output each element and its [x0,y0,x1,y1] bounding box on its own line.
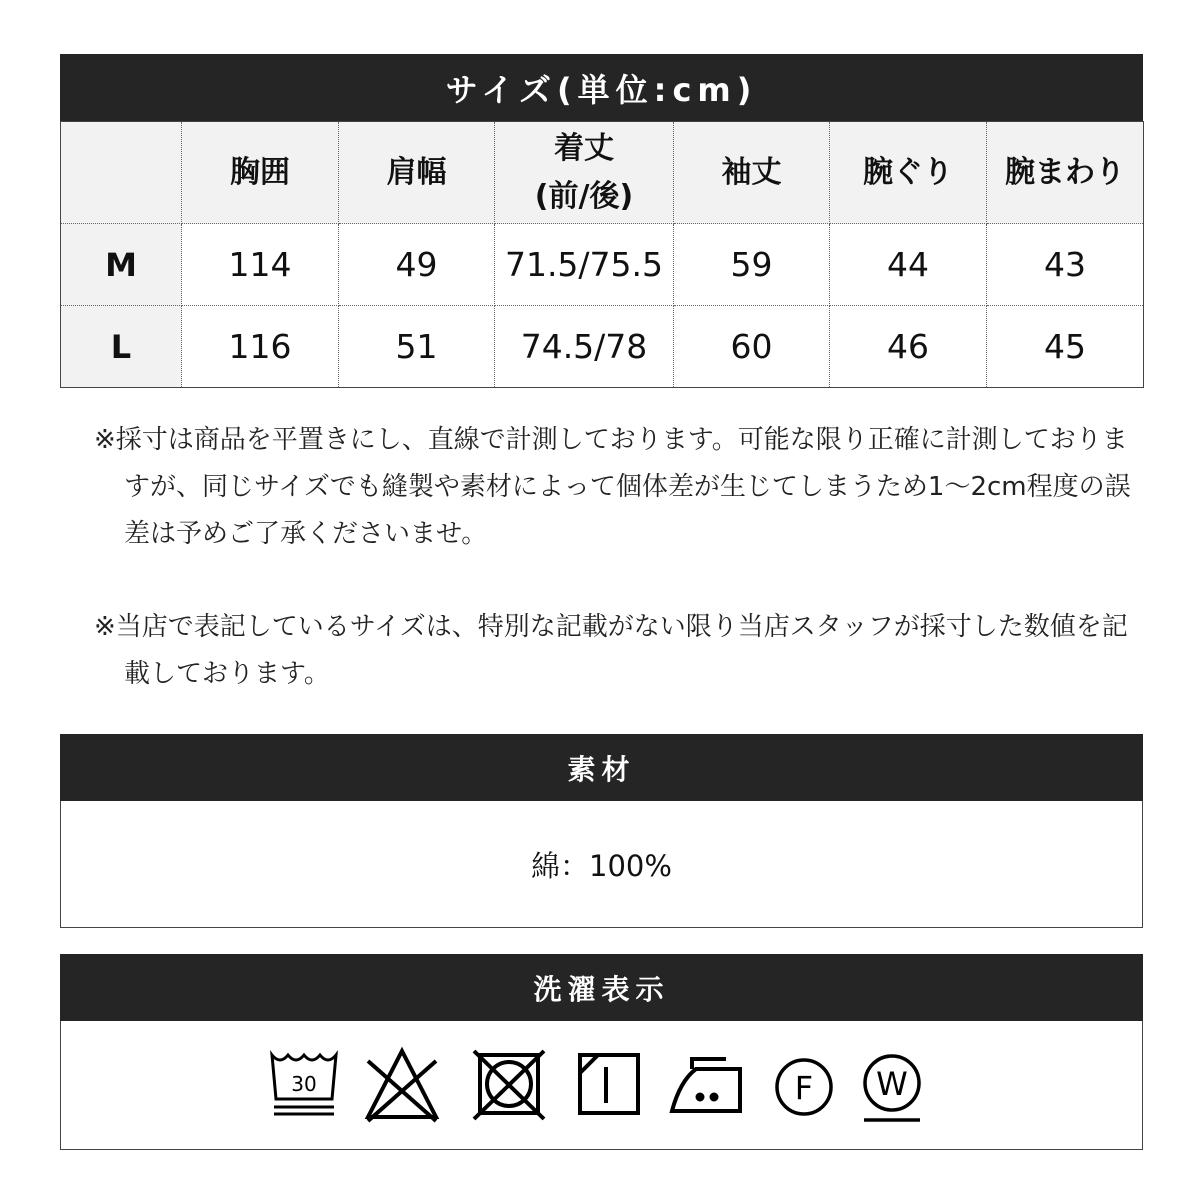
no-tumble-dry-icon [474,1051,544,1119]
column-header-chest: 胸囲 [182,122,339,224]
material-box [60,801,1143,928]
wash-temp-label: 30 [290,1071,317,1096]
table-cell: 44 [830,224,987,306]
care-box [60,1021,1143,1150]
column-header-length [495,122,674,224]
table-cell: 51 [339,306,495,388]
size-table-header-row [61,122,1144,224]
table-cell: 46 [830,306,987,388]
table-cell: 49 [339,224,495,306]
note-measurement: ※採寸は商品を平置きにし、直線で計測しております。可能な限り正確に計測しておりますが、同じサイズでも縫製や素材によって個体差が生じてしまうため1〜2cm程度の誤差は予めご了承くださいませ。 [94,425,1131,549]
table-corner-cell [61,122,182,224]
table-cell: 45 [987,306,1144,388]
wet-clean-letter: W [875,1064,908,1103]
table-row [61,224,1144,306]
table-cell: 59 [674,224,830,306]
material-value: 綿：100% [531,848,672,883]
row-label-size: M [61,224,182,306]
size-notes [94,417,1144,558]
wet-clean-w-icon [864,1056,920,1120]
dry-clean-letter: F [794,1068,813,1107]
care-icons-svg [262,1021,942,1150]
table-cell: 116 [182,306,339,388]
care-icons-row [61,1021,1142,1149]
column-header-arm-circumference: 腕まわり [987,122,1144,224]
material-section-title: 素材 [567,752,636,786]
column-header-armhole: 腕ぐり [830,122,987,224]
iron-low-medium-icon [672,1059,740,1111]
no-bleach-icon [368,1051,436,1121]
note-store-sizing: ※当店で表記しているサイズは、特別な記載がない限り当店スタッフが採寸した数値を記載しております。 [94,612,1128,689]
care-section-header [60,954,1143,1021]
size-section-title: サイズ(単位:cm) [445,70,758,109]
care-section-title: 洗濯表示 [533,972,670,1006]
material-section-header [60,734,1143,801]
size-notes-2 [94,604,1144,698]
table-row [61,306,1144,388]
table-cell: 43 [987,224,1144,306]
column-header-shoulder: 肩幅 [339,122,495,224]
column-header-length-label: 着丈 [554,130,614,166]
row-label-size: L [61,306,182,388]
column-header-sleeve: 袖丈 [674,122,830,224]
dry-clean-f-icon [777,1060,831,1114]
line-dry-shade-icon [580,1055,638,1113]
table-cell: 114 [182,224,339,306]
size-table [60,121,1144,388]
size-section-header [60,54,1143,121]
table-cell: 71.5/75.5 [495,224,674,306]
wash-30-gentle-icon [272,1055,336,1114]
table-cell: 74.5/78 [495,306,674,388]
table-cell: 60 [674,306,830,388]
column-header-length-sub: (前/後) [534,178,634,214]
